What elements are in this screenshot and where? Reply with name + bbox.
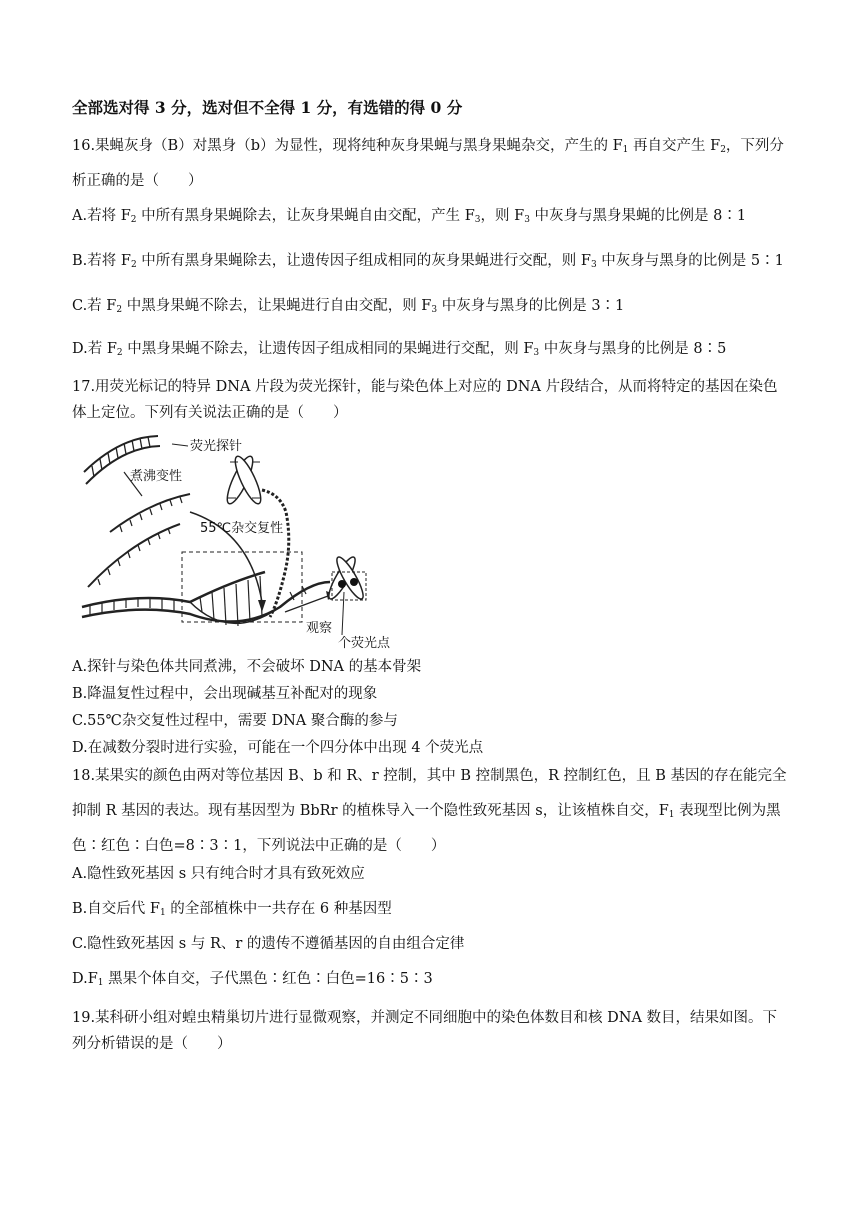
label-observe: 观察 — [306, 621, 333, 636]
fish-probe-figure — [80, 432, 420, 650]
hybrid-dna-icon — [82, 572, 330, 626]
q16-option-a: A.若将 $F_2$ 中所有黑身果蝇除去，让灰身果蝇自由交配，产生 $F_3$，则 $F_3$ 中灰身与黑身果蝇的比例是 8∶1 — [72, 208, 747, 225]
q17-stem-line2: 体上定位。下列有关说法正确的是（ ） — [72, 405, 348, 421]
q16-stem-line1: 16.果蝇灰身（B）对黑身（b）为显性，现将纯种灰身果蝇与黑身果蝇杂交，产生的 $F_1$ 再自交产生 $F_2$，下列分 — [72, 138, 784, 155]
q17-stem-line1: 17.用荧光标记的特异 DNA 片段为荧光探针，能与染色体上对应的 DNA 片段结合，从而将特定的基因在染色 — [72, 379, 778, 395]
q16-option-b: B.若将 $F_2$ 中所有黑身果蝇除去，让遗传因子组成相同的灰身果蝇进行交配，则 $F_3$ 中灰身与黑身的比例是 5∶1 — [72, 253, 784, 270]
label-boil: 煮沸变性 — [130, 469, 183, 484]
labeled-chromosome-icon — [325, 554, 367, 602]
q19-stem-line2: 列分析错误的是（ ） — [72, 1036, 232, 1052]
q18-option-b: B.自交后代 $F_1$ 的全部植株中一共存在 6 种基因型 — [72, 901, 392, 918]
q18-stem-line1: 18.某果实的颜色由两对等位基因 B、b 和 R、r 控制，其中 B 控制黑色，R 控制红色，且 B 基因的存在能完全 — [72, 768, 787, 784]
q16-option-c: C.若 $F_2$ 中黑身果蝇不除去，让果蝇进行自由交配，则 $F_3$ 中灰身与黑身的比例是 3∶1 — [72, 298, 625, 315]
q18-stem-line2: 抑制 R 基因的表达。现有基因型为 BbRr 的植株导入一个隐性致死基因 s，让该植株自交，$F_1$ 表现型比例为黑 — [72, 803, 781, 820]
q19-stem-line1: 19.某科研小组对蝗虫精巢切片进行显微观察，并测定不同细胞中的染色体数目和核 DNA 数目，结果如图。下 — [72, 1010, 778, 1026]
q18-option-d: $D.F_1$ 黑果个体自交，子代黑色∶红色∶白色=16∶5∶3 — [72, 971, 433, 988]
q17-option-a: A.探针与染色体共同煮沸，不会破坏 DNA 的基本骨架 — [72, 659, 422, 675]
q18-stem-line3: 色∶红色∶白色=8∶3∶1，下列说法中正确的是（ ） — [72, 838, 446, 854]
q17-option-b: B.降温复性过程中，会出现碱基互补配对的现象 — [72, 686, 378, 702]
q18-option-c: C.隐性致死基因 s 与 R、r 的遗传不遵循基因的自由组合定律 — [72, 936, 465, 952]
q16-option-d: D.若 $F_2$ 中黑身果蝇不除去，让遗传因子组成相同的果蝇进行交配，则 $F_3$ 中灰身与黑身的比例是 8∶5 — [72, 341, 727, 358]
q17-option-d: D.在减数分裂时进行实验，可能在一个四分体中出现 4 个荧光点 — [72, 740, 484, 756]
q17-option-c: C.55℃杂交复性过程中，需要 DNA 聚合酶的参与 — [72, 713, 398, 729]
q18-option-a: A.隐性致死基因 s 只有纯合时才具有致死效应 — [72, 866, 365, 882]
label-spot: 个荧光点 — [338, 636, 391, 650]
q16-stem-line2: 析正确的是（ ） — [72, 173, 203, 189]
section-header: 全部选对得 3 分，选对但不全得 1 分，有选错的得 0 分 — [72, 98, 463, 117]
label-probe: 荧光探针 — [190, 439, 243, 454]
label-hybrid: 55℃杂交复性 — [200, 521, 284, 536]
single-strand-icon — [88, 494, 190, 587]
chromosome-icon — [223, 453, 266, 506]
